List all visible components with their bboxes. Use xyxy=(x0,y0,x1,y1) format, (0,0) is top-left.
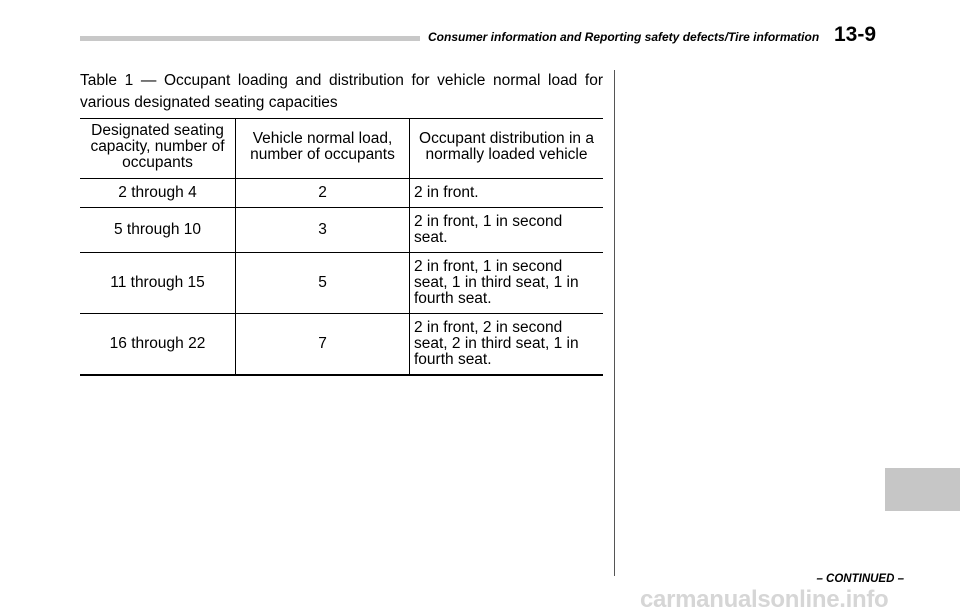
cell-seating-capacity: 11 through 15 xyxy=(80,253,236,314)
cell-seating-capacity: 5 through 10 xyxy=(80,208,236,253)
table-caption: Table 1 — Occupant loading and distribution for vehicle normal load for various designated seating capacities xyxy=(80,72,603,111)
cell-occupant-distribution: 2 in front, 1 in second seat, 1 in third seat, 1 in fourth seat. xyxy=(410,253,604,314)
cell-seating-capacity: 2 through 4 xyxy=(80,179,236,208)
chapter-thumb-tab xyxy=(885,468,960,511)
watermark: carmanualsonline.info xyxy=(640,586,889,613)
page-number: 13-9 xyxy=(834,23,877,46)
occupant-loading-table xyxy=(80,118,603,376)
cell-normal-load: 7 xyxy=(236,314,410,376)
continued-label: – CONTINUED – xyxy=(816,573,904,585)
header-seating-capacity: Designated seating capacity, number of occupants xyxy=(80,119,236,179)
cell-occupant-distribution: 2 in front, 2 in second seat, 2 in third seat, 1 in fourth seat. xyxy=(410,314,604,376)
header-normal-load: Vehicle normal load, number of occupants xyxy=(236,119,410,179)
cell-normal-load: 2 xyxy=(236,179,410,208)
cell-normal-load: 5 xyxy=(236,253,410,314)
table-row xyxy=(80,253,603,314)
section-title: Consumer information and Reporting safety defects/Tire information xyxy=(428,30,820,44)
table-header-row xyxy=(80,119,603,179)
cell-occupant-distribution: 2 in front. xyxy=(410,179,604,208)
column-divider xyxy=(614,70,615,576)
table-row xyxy=(80,179,603,208)
header-occupant-distribution: Occupant distribution in a normally loaded vehicle xyxy=(410,119,604,179)
cell-normal-load: 3 xyxy=(236,208,410,253)
header-rule xyxy=(80,36,420,41)
cell-seating-capacity: 16 through 22 xyxy=(80,314,236,376)
cell-occupant-distribution: 2 in front, 1 in second seat. xyxy=(410,208,604,253)
table-row xyxy=(80,208,603,253)
table-row xyxy=(80,314,603,376)
